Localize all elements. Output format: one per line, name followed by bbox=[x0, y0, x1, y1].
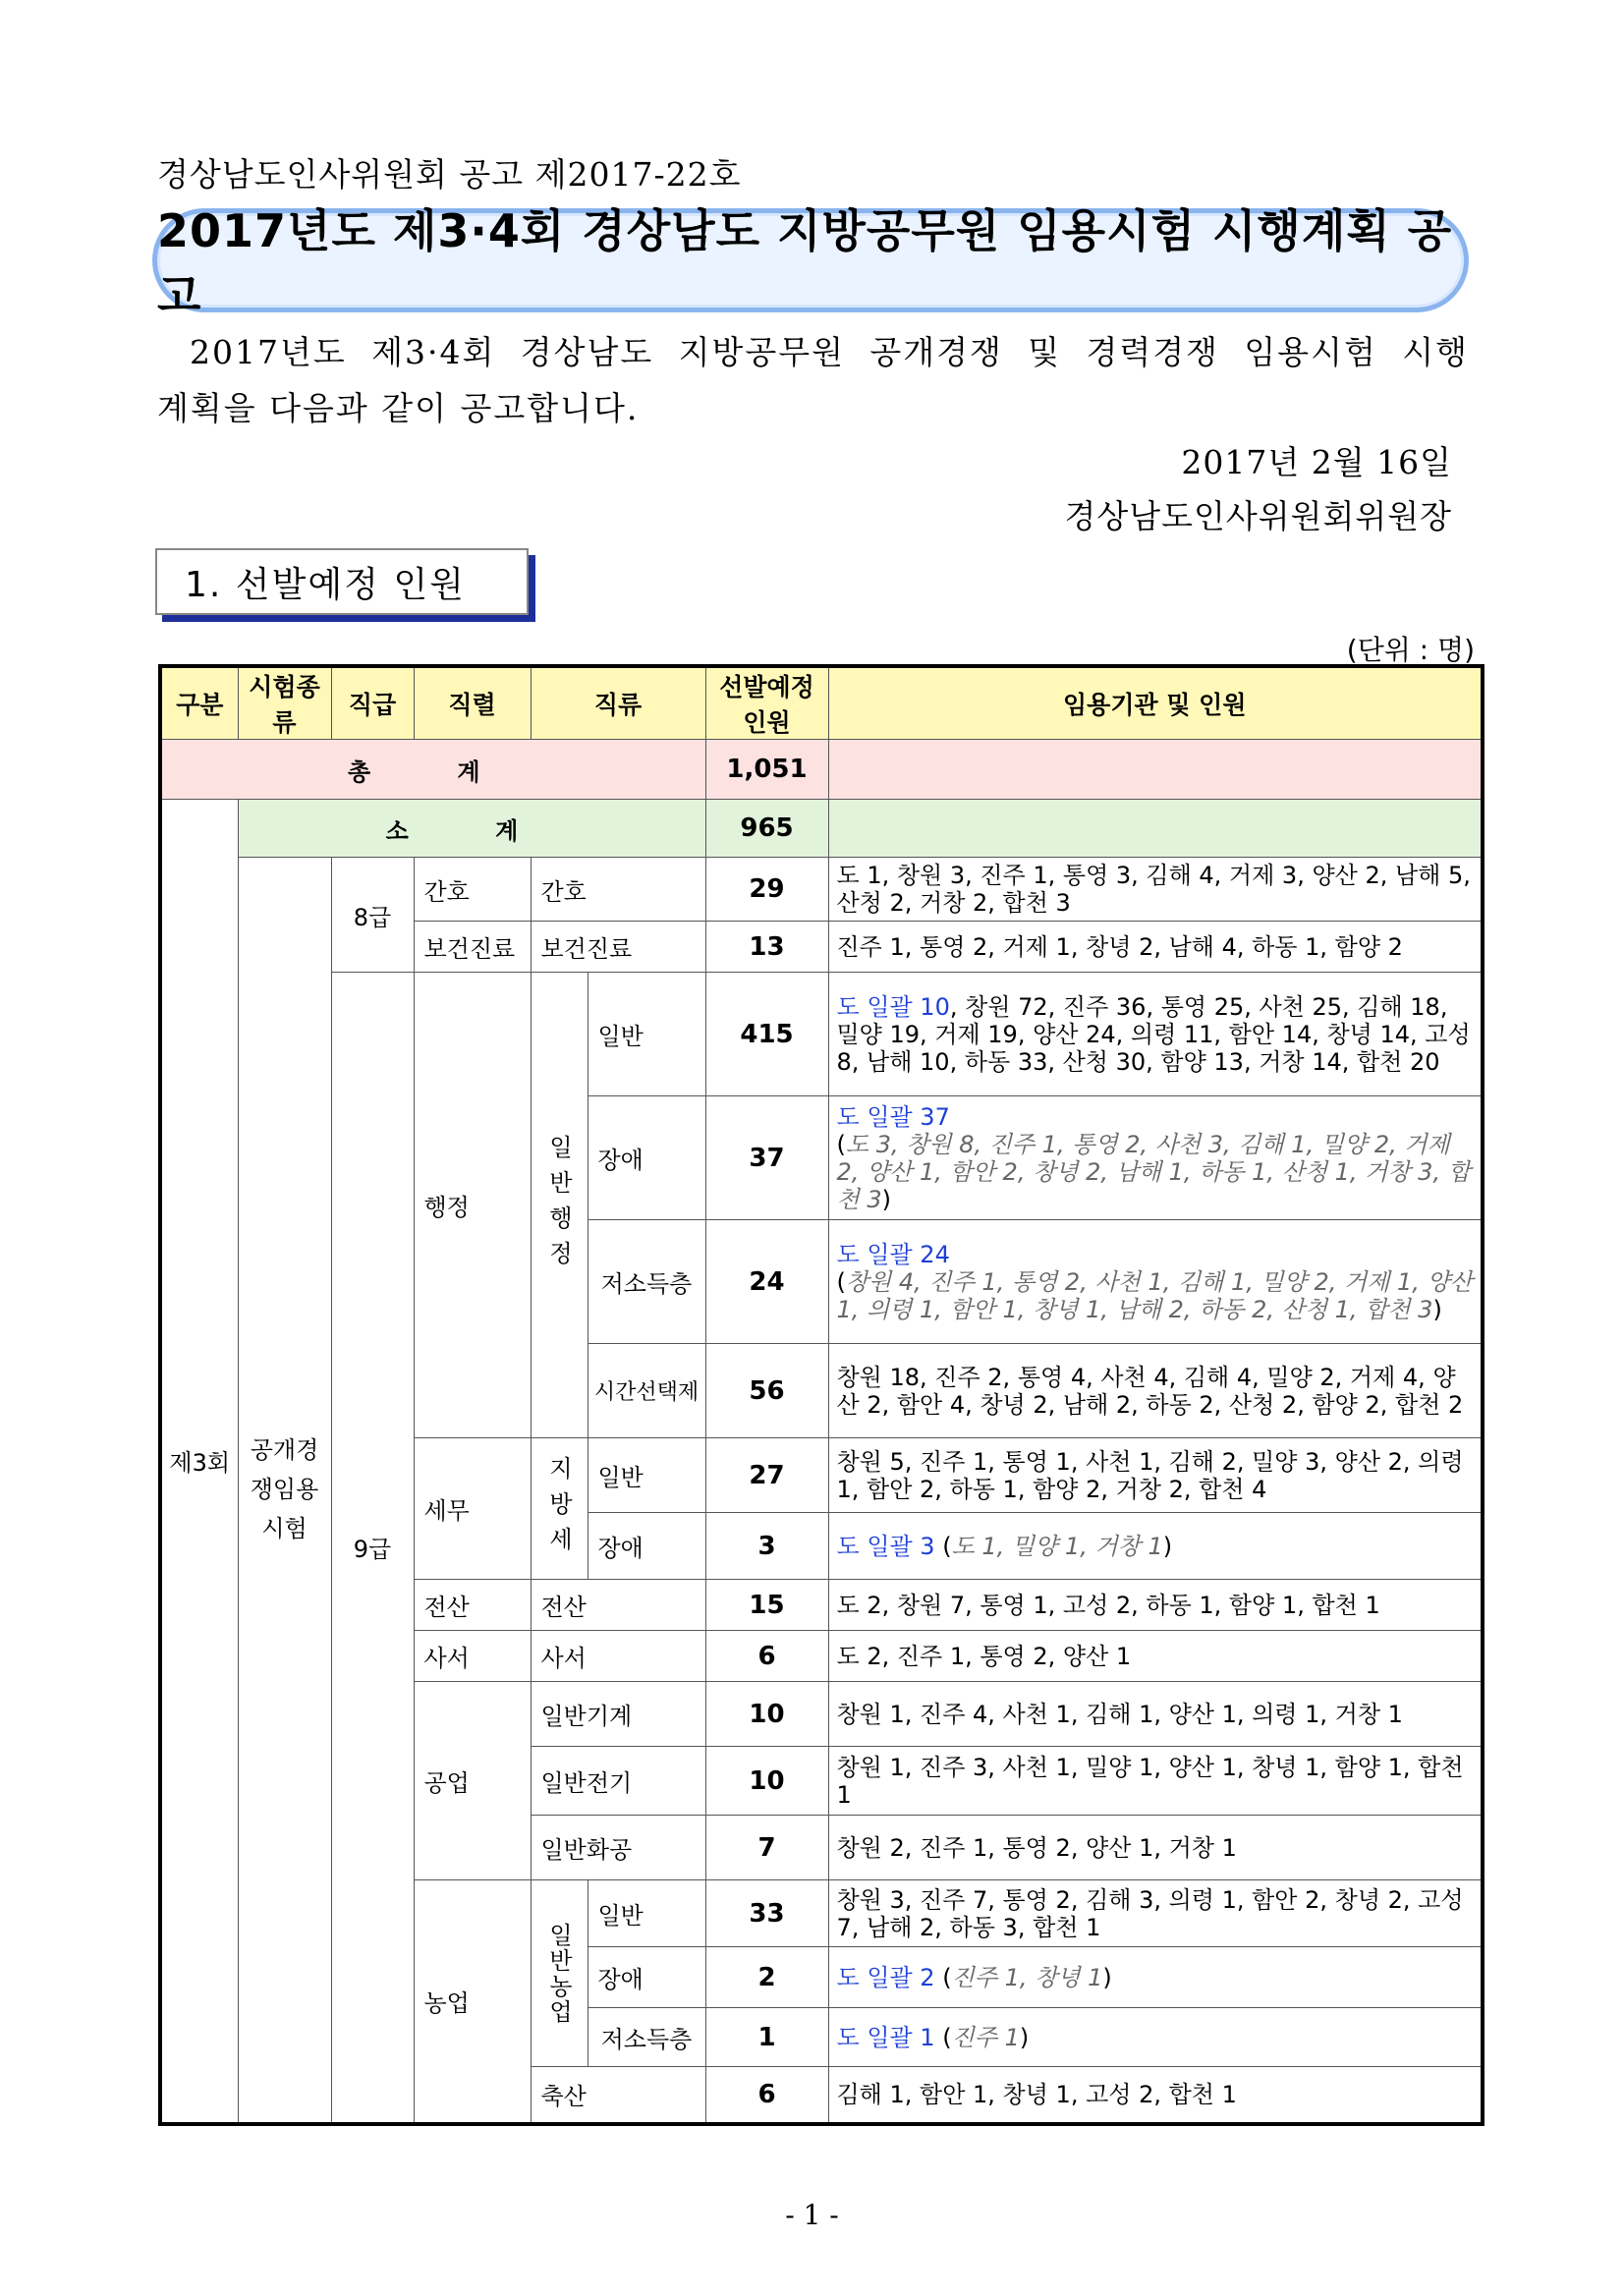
count-tax-disabled: 3 bbox=[705, 1513, 828, 1580]
count-admin-parttime: 56 bbox=[705, 1344, 828, 1438]
header-series: 직렬 bbox=[414, 666, 531, 740]
header-exam-type: 시험종류 bbox=[238, 666, 331, 740]
alloc-tax-general: 창원 5, 진주 1, 통영 1, 사천 1, 김해 2, 밀양 3, 양산 2, 의령 1, 함안 2, 하동 1, 함양 2, 거창 2, 합천 4 bbox=[828, 1438, 1483, 1513]
intro-line-2: 계획을 다음과 같이 공고합니다. bbox=[157, 389, 640, 427]
signer: 경상남도인사위원회위원장 bbox=[1064, 497, 1452, 535]
count-agri-lowincome: 1 bbox=[705, 2008, 828, 2067]
class-librarian: 사서 bbox=[531, 1631, 705, 1682]
intro-line-1: 2017년도 제3·4회 경상남도 지방공무원 공개경쟁 및 경력경쟁 임용시험 시행 bbox=[190, 333, 1469, 371]
exam-number: 제3회 bbox=[160, 800, 238, 2124]
alloc-eng-mech: 창원 1, 진주 4, 사천 1, 김해 1, 양산 1, 의령 1, 거창 1 bbox=[828, 1682, 1483, 1747]
announcement-date: 2017년 2월 16일 bbox=[1181, 443, 1452, 481]
count-nursing: 29 bbox=[705, 858, 828, 922]
class-agriculture: 일반농업 bbox=[531, 1880, 588, 2067]
series-health: 보건진료 bbox=[414, 922, 531, 973]
alloc-agri-lowincome: 도 일괄 1 (진주 1) bbox=[828, 2008, 1483, 2067]
alloc-eng-chem: 창원 2, 진주 1, 통영 2, 양산 1, 거창 1 bbox=[828, 1816, 1483, 1880]
count-librarian: 6 bbox=[705, 1631, 828, 1682]
exam-type-cell: 공개경쟁임용시험 bbox=[238, 858, 331, 2124]
class-eng-mech: 일반기계 bbox=[531, 1682, 705, 1747]
page-number: - 1 - bbox=[785, 2199, 839, 2231]
grade-8: 8급 bbox=[331, 858, 414, 973]
count-health: 13 bbox=[705, 922, 828, 973]
count-admin-general: 415 bbox=[705, 973, 828, 1096]
count-computer: 15 bbox=[705, 1580, 828, 1631]
class-tax: 지방세 bbox=[531, 1438, 588, 1580]
class-nursing: 간호 bbox=[531, 858, 705, 922]
sub-agri-lowincome: 저소득층 bbox=[588, 2008, 705, 2067]
sub-tax-disabled: 장애 bbox=[588, 1513, 705, 1580]
alloc-admin-lowincome: 도 일괄 24 (창원 4, 진주 1, 통영 2, 사천 1, 김해 1, 밀양 2, 거제 1, 양산 1, 의령 1, 함안 1, 창녕 1, 남해 2, 하동 2, 산청 1, 합천 3) bbox=[828, 1220, 1483, 1344]
class-health: 보건진료 bbox=[531, 922, 705, 973]
alloc-admin-disabled: 도 일괄 37 (도 3, 창원 8, 진주 1, 통영 2, 사천 3, 김해 1, 밀양 2, 거제 2, 양산 1, 함안 2, 창녕 2, 남해 1, 하동 1, 산청 1, 거창 3, 합천 3) bbox=[828, 1096, 1483, 1220]
count-eng-mech: 10 bbox=[705, 1682, 828, 1747]
alloc-admin-parttime: 창원 18, 진주 2, 통영 4, 사천 4, 김해 4, 밀양 2, 거제 4, 양산 2, 함안 4, 창녕 2, 남해 2, 하동 2, 산청 2, 함양 2, 합천 2 bbox=[828, 1344, 1483, 1438]
sub-tax-general: 일반 bbox=[588, 1438, 705, 1513]
series-tax: 세무 bbox=[414, 1438, 531, 1580]
header-grade: 직급 bbox=[331, 666, 414, 740]
alloc-agri-general: 창원 3, 진주 7, 통영 2, 김해 3, 의령 1, 함안 2, 창녕 2, 고성 7, 남해 2, 하동 3, 합천 1 bbox=[828, 1880, 1483, 1947]
count-admin-disabled: 37 bbox=[705, 1096, 828, 1220]
sub-agri-general: 일반 bbox=[588, 1880, 705, 1947]
table-header-row bbox=[160, 666, 1483, 740]
total-label: 총 계 bbox=[160, 740, 705, 800]
section-heading: 1. 선발예정 인원 bbox=[155, 548, 529, 615]
alloc-health: 진주 1, 통영 2, 거제 1, 창녕 2, 남해 4, 하동 1, 함양 2 bbox=[828, 922, 1483, 973]
count-tax-general: 27 bbox=[705, 1438, 828, 1513]
header-category: 구분 bbox=[160, 666, 238, 740]
header-class: 직류 bbox=[531, 666, 705, 740]
alloc-agri-disabled: 도 일괄 2 (진주 1, 창녕 1) bbox=[828, 1947, 1483, 2008]
header-count: 선발예정인원 bbox=[705, 666, 828, 740]
class-computer: 전산 bbox=[531, 1580, 705, 1631]
count-agri-general: 33 bbox=[705, 1880, 828, 1947]
unit-label: (단위 : 명) bbox=[1346, 634, 1475, 666]
count-eng-chem: 7 bbox=[705, 1816, 828, 1880]
table-row bbox=[160, 858, 1483, 922]
class-eng-elec: 일반전기 bbox=[531, 1747, 705, 1816]
sub-agri-disabled: 장애 bbox=[588, 1947, 705, 2008]
series-admin: 행정 bbox=[414, 973, 531, 1438]
class-eng-chem: 일반화공 bbox=[531, 1816, 705, 1880]
alloc-tax-disabled: 도 일괄 3 (도 1, 밀양 1, 거창 1) bbox=[828, 1513, 1483, 1580]
alloc-admin-general: 도 일괄 10, 창원 72, 진주 36, 통영 25, 사천 25, 김해 18, 밀양 19, 거제 19, 양산 24, 의령 11, 함안 14, 창녕 14, 고성 8, 남해 10, 하동 33, 산청 30, 함양 13, 거창 14, 합천 20 bbox=[828, 973, 1483, 1096]
series-engineering: 공업 bbox=[414, 1682, 531, 1880]
alloc-livestock: 김해 1, 함안 1, 창녕 1, 고성 2, 합천 1 bbox=[828, 2067, 1483, 2124]
notice-number: 경상남도인사위원회 공고 제2017-22호 bbox=[157, 155, 742, 194]
alloc-librarian: 도 2, 진주 1, 통영 2, 양산 1 bbox=[828, 1631, 1483, 1682]
grade-9: 9급 bbox=[331, 973, 414, 2124]
series-nursing: 간호 bbox=[414, 858, 531, 922]
alloc-computer: 도 2, 창원 7, 통영 1, 고성 2, 하동 1, 함양 1, 합천 1 bbox=[828, 1580, 1483, 1631]
series-librarian: 사서 bbox=[414, 1631, 531, 1682]
total-value: 1,051 bbox=[705, 740, 828, 800]
subtotal-label: 소 계 bbox=[238, 800, 705, 858]
document-title: 2017년도 제3·4회 경상남도 지방공무원 임용시험 시행계획 공고 bbox=[157, 204, 1453, 322]
series-agriculture: 농업 bbox=[414, 1880, 531, 2124]
series-computer: 전산 bbox=[414, 1580, 531, 1631]
title-banner bbox=[152, 204, 1469, 322]
sub-admin-general: 일반 bbox=[588, 973, 705, 1096]
alloc-eng-elec: 창원 1, 진주 3, 사천 1, 밀양 1, 양산 1, 창녕 1, 함양 1, 합천 1 bbox=[828, 1747, 1483, 1816]
table-row bbox=[160, 973, 1483, 1096]
sub-admin-lowincome: 저소득층 bbox=[588, 1220, 705, 1344]
header-allocation: 임용기관 및 인원 bbox=[828, 666, 1483, 740]
recruitment-table bbox=[158, 664, 1484, 2126]
count-eng-elec: 10 bbox=[705, 1747, 828, 1816]
class-livestock: 축산 bbox=[531, 2067, 705, 2124]
count-admin-lowincome: 24 bbox=[705, 1220, 828, 1344]
subtotal-value: 965 bbox=[705, 800, 828, 858]
sub-admin-parttime: 시간선택제 bbox=[588, 1344, 705, 1438]
total-row bbox=[160, 740, 1483, 800]
alloc-nursing: 도 1, 창원 3, 진주 1, 통영 3, 김해 4, 거제 3, 양산 2, 남해 5, 산청 2, 거창 2, 합천 3 bbox=[828, 858, 1483, 922]
count-livestock: 6 bbox=[705, 2067, 828, 2124]
intro-paragraph bbox=[157, 324, 1469, 436]
subtotal-row bbox=[160, 800, 1483, 858]
sub-admin-disabled: 장애 bbox=[588, 1096, 705, 1220]
class-admin: 일반행정 bbox=[531, 973, 588, 1438]
count-agri-disabled: 2 bbox=[705, 1947, 828, 2008]
